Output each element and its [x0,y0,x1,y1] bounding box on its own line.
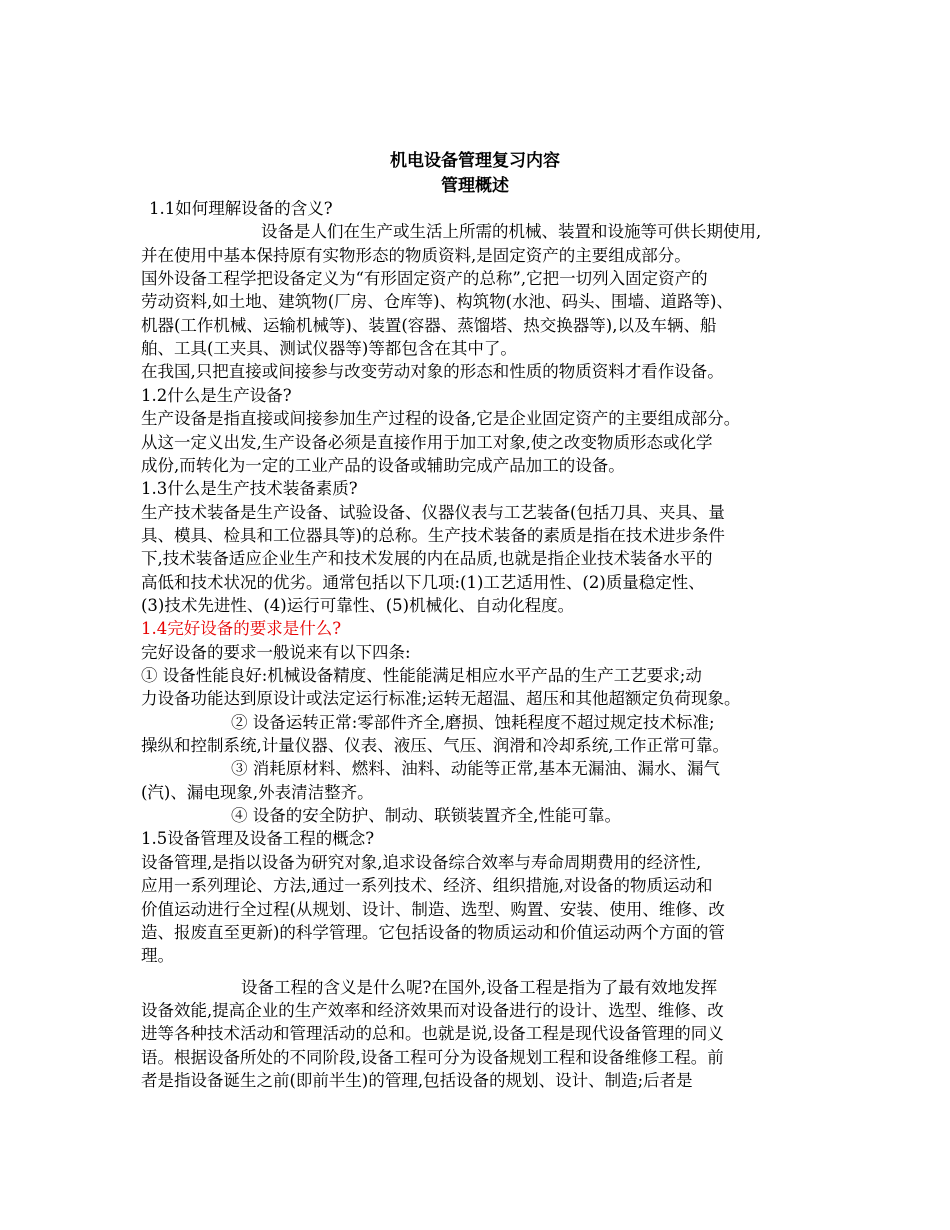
text-line: 下,技术装备适应企业生产和技术发展的内在品质,也就是指企业技术装备水平的 [141,549,713,569]
text-line: ② 设备运转正常:零部件齐全,磨损、蚀耗程度不超过规定技术标准; [231,712,715,732]
text-line: 具、模具、检具和工位器具等)的总称。生产技术装备的素质是指在技术进步条件 [141,525,725,545]
text-line: 成份,而转化为一定的工业产品的设备或辅助完成产品加工的设备。 [141,455,625,475]
text-line: 机器(工作机械、运输机械等)、装置(容器、蒸馏塔、热交换器等),以及车辆、船 [141,315,717,335]
section-title: 管理概述 [441,176,509,196]
text-line: 劳动资料,如土地、建筑物(厂房、仓库等)、构筑物(水池、码头、围墙、道路等)、 [141,292,733,312]
text-line: 进等各种技术活动和管理活动的总和。也就是说,设备工程是现代设备管理的同义 [141,1024,724,1044]
text-line: 1.1如何理解设备的含义? [149,199,333,218]
text-line: 设备管理,是指以设备为研究对象,追求设备综合效率与寿命周期费用的经济性, [141,852,702,872]
text-line: 在我国,只把直接或间接参与改变劳动对象的形态和性质的物质资料才看作设备。 [141,362,724,382]
text-line: 完好设备的要求一般说来有以下四条: [141,642,411,662]
text-line: (汽)、漏电现象,外表清洁整齐。 [141,782,374,802]
text-line: 并在使用中基本保持原有实物形态的物质资料,是固定资产的主要组成部分。 [141,245,691,265]
text-line: 舶、工具(工夹具、测试仪器等)等都包含在其中了。 [141,339,517,359]
text-line: 者是指设备诞生之前(即前半生)的管理,包括设备的规划、设计、制造;后者是 [141,1070,693,1090]
text-line: 国外设备工程学把设备定义为“有形固定资产的总称”,它把一切列入固定资产的 [141,269,708,289]
text-line: 语。根据设备所处的不同阶段,设备工程可分为设备规划工程和设备维修工程。前 [141,1047,724,1067]
text-line: 1.4完好设备的要求是什么? [141,619,342,639]
text-line: 价值运动进行全过程(从规划、设计、制造、选型、购置、安装、使用、维修、改 [141,899,725,919]
text-line: 操纵和控制系统,计量仪器、仪表、液压、气压、润滑和冷却系统,工作正常可靠。 [141,736,729,756]
text-line: 生产设备是指直接或间接参加生产过程的设备,它是企业固定资产的主要组成部分。 [141,409,741,429]
text-line: 理。 [141,946,174,966]
text-line: ① 设备性能良好:机械设备精度、性能能满足相应水平产品的生产工艺要求;动 [141,666,702,685]
text-line: 1.3什么是生产技术装备素质? [141,479,358,499]
text-line: (3)技术先进性、(4)运行可靠性、(5)机械化、自动化程度。 [141,595,575,615]
text-line: 高低和技术状况的优劣。通常包括以下几项:(1)工艺适用性、(2)质量稳定性、 [141,572,705,592]
text-line: 1.5设备管理及设备工程的概念? [141,829,375,849]
text-line: 从这一定义出发,生产设备必须是直接作用于加工对象,使之改变物质形态或化学 [141,432,713,452]
document-title: 机电设备管理复习内容 [390,151,560,171]
text-line: 力设备功能达到原设计或法定运行标准;运转无超温、超压和其他超额定负荷现象。 [141,689,741,709]
text-line: 设备是人们在生产或生活上所需的机械、装置和设施等可供长期使用, [261,222,762,242]
text-line: 造、报废直至更新)的科学管理。它包括设备的物质运动和价值运动两个方面的管 [141,922,725,942]
text-line: 设备效能,提高企业的生产效率和经济效果而对设备进行的设计、选型、维修、改 [141,1000,724,1020]
text-line: 应用一系列理论、方法,通过一系列技术、经济、组织措施,对设备的物质运动和 [141,876,713,896]
text-line: 1.2什么是生产设备? [141,385,292,405]
text-line: ③ 消耗原材料、燃料、油料、动能等正常,基本无漏油、漏水、漏气 [231,759,720,779]
text-line: 生产技术装备是生产设备、试验设备、仪器仪表与工艺装备(包括刀具、夹具、量 [141,502,725,522]
text-line: ④ 设备的安全防护、制动、联锁装置齐全,性能可靠。 [231,806,621,826]
text-line: 设备工程的含义是什么呢?在国外,设备工程是指为了最有效地发挥 [241,977,718,997]
